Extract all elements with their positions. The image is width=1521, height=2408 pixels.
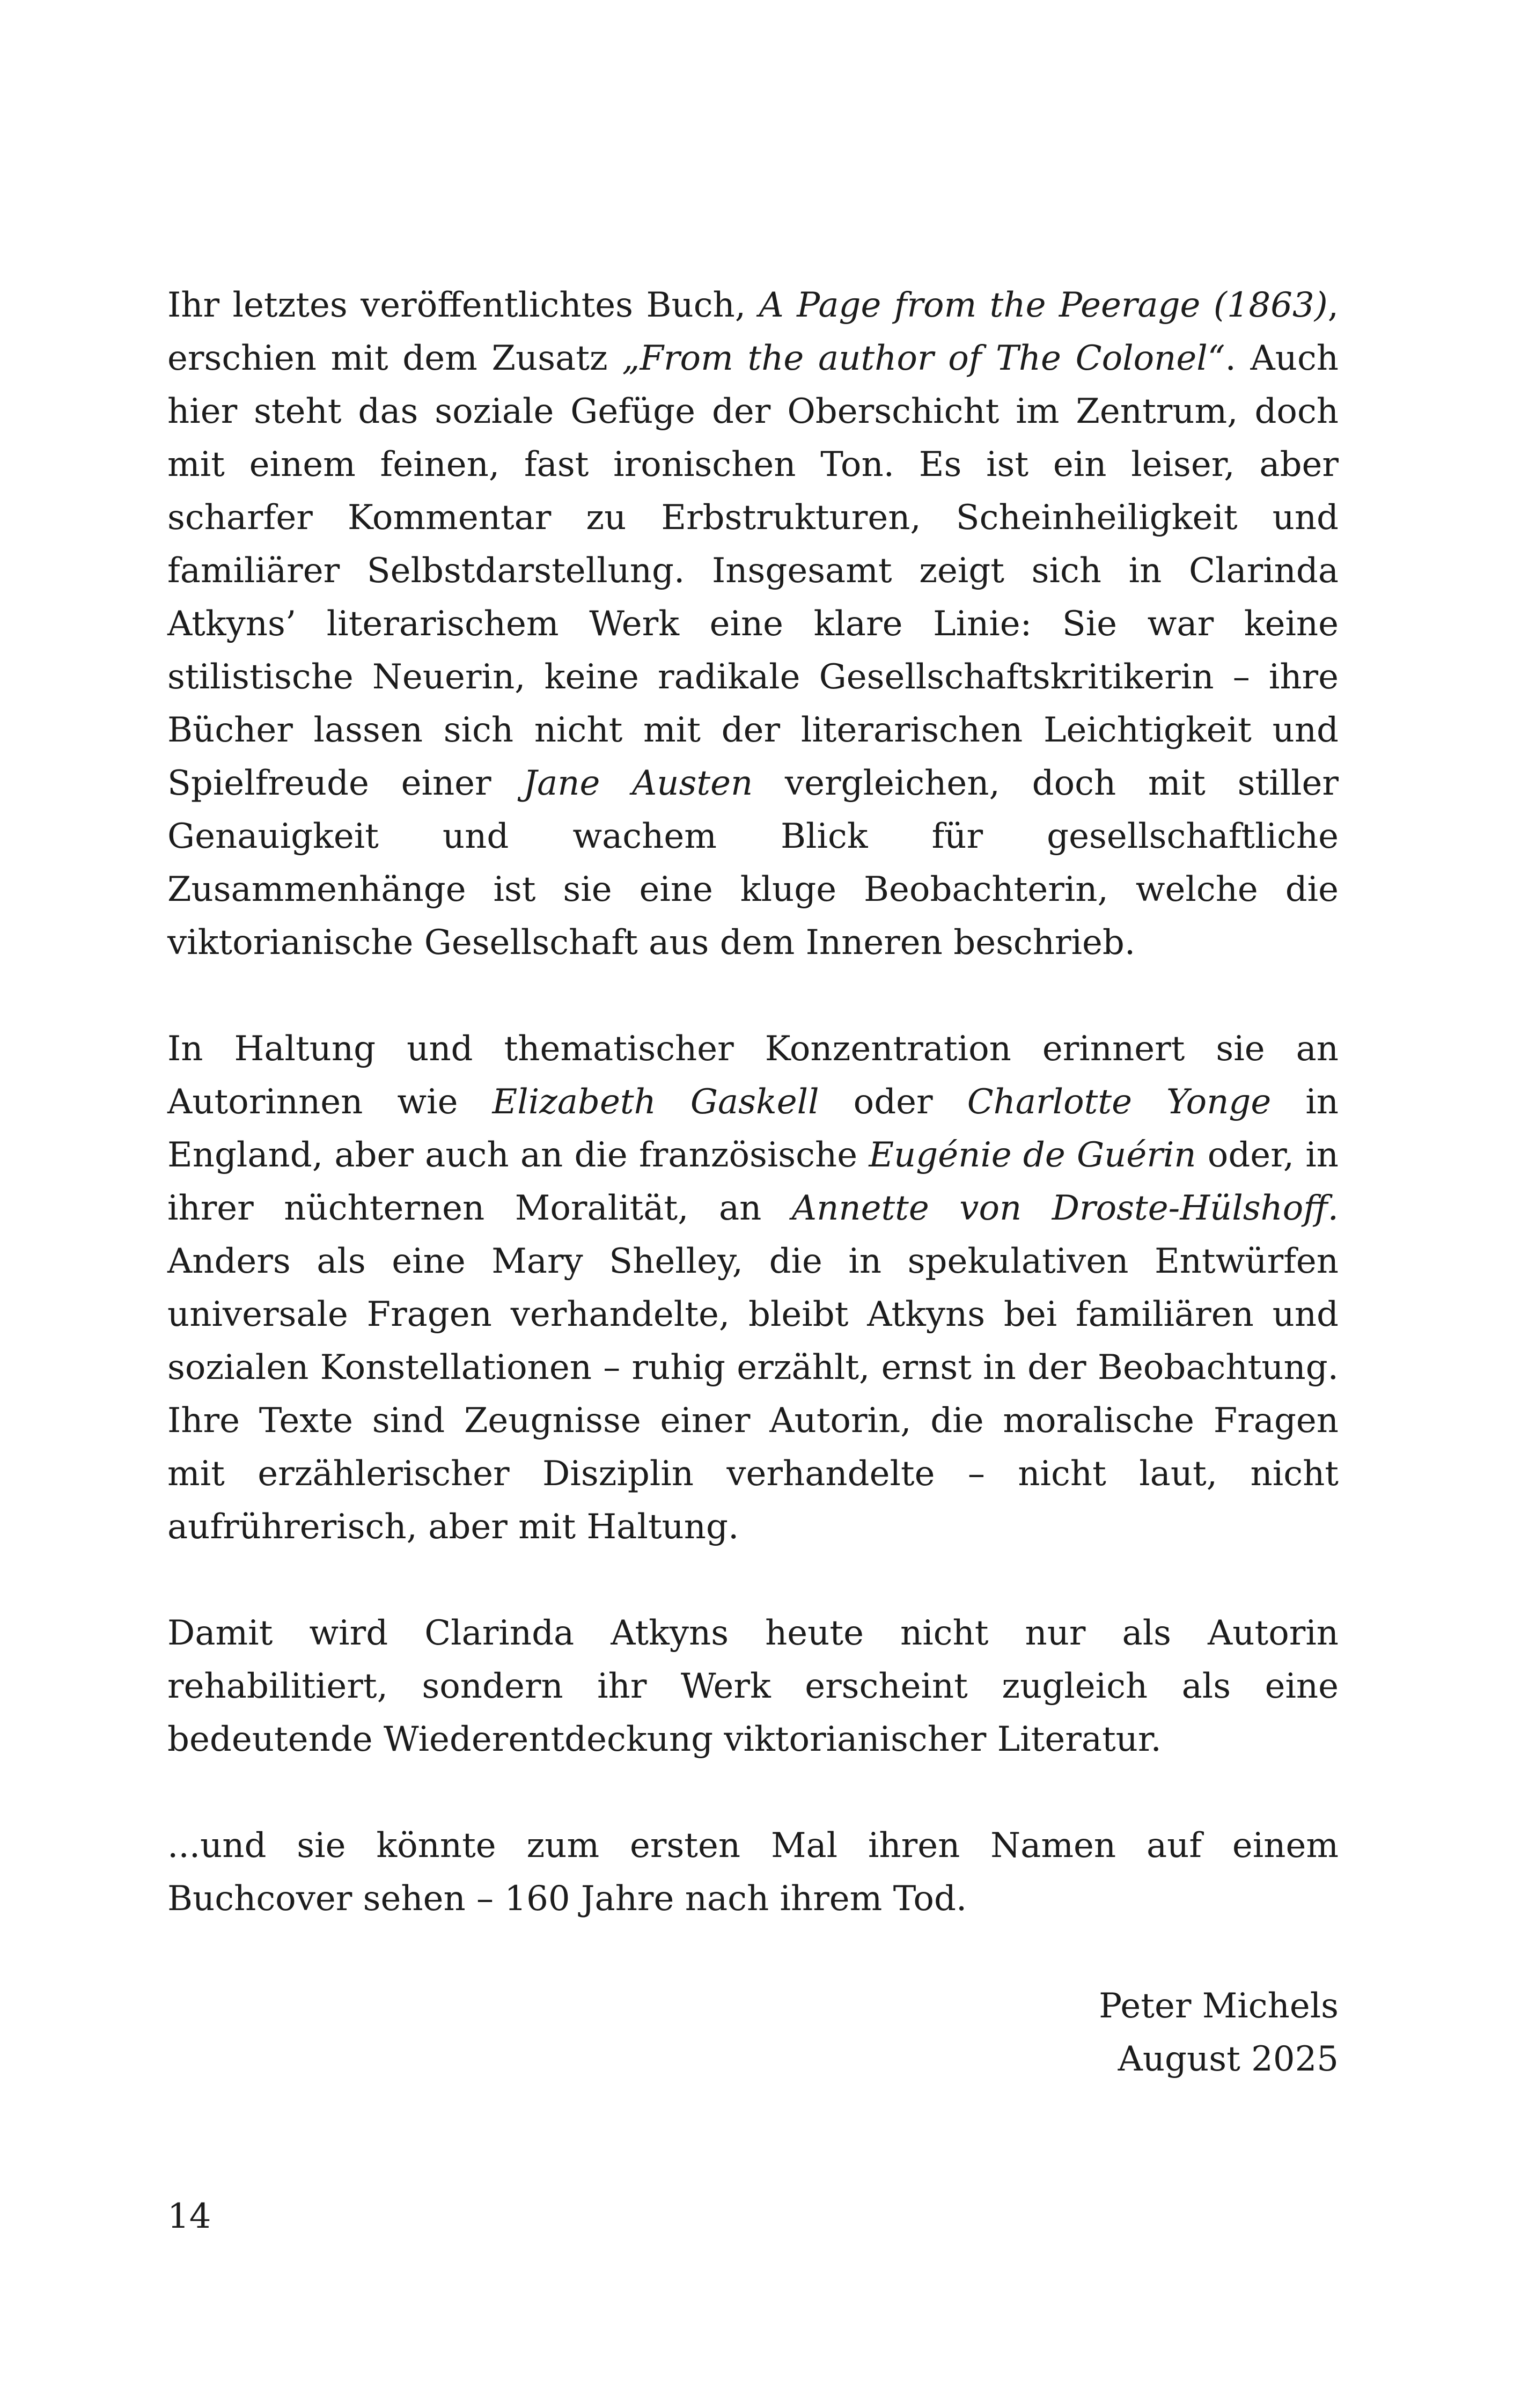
body-text <box>167 279 1339 1926</box>
text-segment: ...und sie könnte zum ersten Mal ihren Namen auf einem Buchcover sehen – 160 Jahre nach ihrem Tod. <box>167 1826 1339 1919</box>
text-segment: , erschien mit dem Zusatz <box>167 285 1339 378</box>
paragraph <box>167 1819 1339 1926</box>
italic-title: A Page from the Peerage (1863) <box>759 285 1328 325</box>
text-segment: in England, aber auch an die französische <box>167 1082 1339 1175</box>
page-number: 14 <box>167 2197 211 2236</box>
signature-date: August 2025 <box>1118 2039 1339 2079</box>
signature <box>1099 1980 1339 2086</box>
text-segment: oder <box>819 1082 967 1122</box>
text-segment: vergleichen, doch mit stiller Genauigkeit und wachem Blick für gesellschaftliche Zusammenhänge ist sie eine kluge Beobachterin, welche die viktorianische Gesellschaft aus dem Inneren beschrieb. <box>167 763 1339 963</box>
italic-title: „From the author of The Colonel“ <box>622 339 1225 378</box>
paragraph <box>167 279 1339 970</box>
italic-title: Eugénie de Guérin <box>869 1135 1196 1175</box>
paragraph <box>167 1023 1339 1554</box>
text-segment: oder, in ihrer nüchternen Moralität, an <box>167 1135 1339 1228</box>
paragraph <box>167 1607 1339 1766</box>
text-segment: Anders als eine Mary Shelley, die in spekulativen Entwürfen universale Fragen verhandelte, bleibt Atkyns bei familiären und sozialen Konstellationen – ruhig erzählt, ernst in der Beobachtung. Ihre Texte sind Zeugnisse einer Autorin, die moralische Fragen mit erzählerischer Disziplin verhandelte – nicht laut, nicht aufrührerisch, aber mit Haltung. <box>167 1242 1339 1547</box>
signature-author: Peter Michels <box>1099 1986 1339 2026</box>
text-segment: Damit wird Clarinda Atkyns heute nicht nur als Autorin rehabilitiert, sondern ihr Werk erscheint zugleich als eine bedeutende Wiederentdeckung viktorianischer Literatur. <box>167 1613 1339 1759</box>
italic-title: Jane Austen <box>523 763 753 803</box>
text-segment: Ihr letztes veröffentlichtes Buch, <box>167 285 759 325</box>
text-segment: In Haltung und thematischer Konzentration erinnert sie an Autorinnen wie <box>167 1029 1339 1122</box>
italic-title: Charlotte Yonge <box>967 1082 1272 1122</box>
italic-title: Annette von Droste-Hülshoff. <box>791 1188 1339 1228</box>
italic-title: Elizabeth Gaskell <box>492 1082 819 1122</box>
text-segment: . Auch hier steht das soziale Gefüge der Oberschicht im Zentrum, doch mit einem feinen, fast ironischen Ton. Es ist ein leiser, aber scharfer Kommentar zu Erbstrukturen, Scheinheiligkeit und familiärer Selbstdarstellung. Insgesamt zeigt sich in Clarinda Atkyns’ literarischem Werk eine klare Linie: Sie war keine stilistische Neuerin, keine radikale Gesellschaftskritikerin – ihre Bücher lassen sich nicht mit der literarischen Leichtigkeit und Spielfreude einer <box>167 339 1339 803</box>
